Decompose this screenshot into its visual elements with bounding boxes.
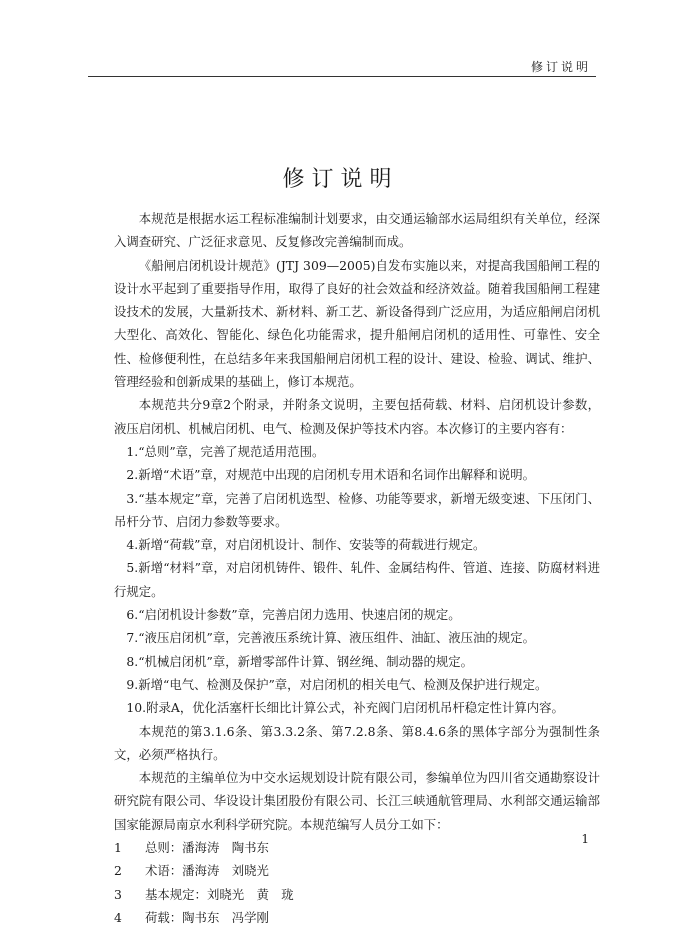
body-text [114,207,600,929]
editors-intro: 本规范的主编单位为中交水运规划设计院有限公司，参编单位为四川省交通勘察设计研究院有限公司、华设设计集团股份有限公司、长江三峡通航管理局、水利部交通运输部国家能源局南京水利科学研究院。本规范编写人员分工如下： [114,770,600,832]
running-header: 修订说明 [530,60,591,74]
revision-item: 4.新增“荷载”章，对启闭机设计、制作、安装等的荷载进行规定。 [126,537,486,553]
staff-item-number: 4 [114,909,122,925]
staff-item-text: 荷载：陶书东 冯学刚 [145,909,269,925]
revision-item: 3.“基本规定”章，完善了启闭机选型、检修、功能等要求，新增无级变速、下压闭门、吊杆分节、启闭力参数等要求。 [114,490,600,529]
staff-item [114,883,600,906]
staff-list [114,836,600,929]
header-rule [88,76,596,77]
staff-item-text: 术语：潘海涛 刘晓光 [145,863,269,879]
revision-item: 2.新增“术语”章，对规范中出现的启闭机专用术语和名词作出解释和说明。 [126,467,535,483]
revision-item: 10.附录A，优化活塞杆长细比计算公式，补充阀门启闭机吊杆稳定性计算内容。 [126,700,564,716]
staff-item [114,836,600,859]
mandatory-clauses-note: 本规范的第3.1.6条、第3.3.2条、第7.2.8条、第8.4.6条的黑体字部分为强制性条文，必须严格执行。 [114,723,600,762]
revision-item: 6.“启闭机设计参数”章，完善启闭力选用、快速启闭的规定。 [126,607,461,623]
paragraph: 本规范是根据水运工程标准编制计划要求，由交通运输部水运局组织有关单位，经深入调查研究、广泛征求意见、反复修改完善编制而成。 [114,211,600,250]
revision-item: 9.新增“电气、检测及保护”章，对启闭机的相关电气、检测及保护进行规定。 [126,676,548,692]
revision-item: 7.“液压启闭机”章，完善液压系统计算、液压组件、油缸、液压油的规定。 [126,630,535,646]
staff-item-text: 总则：潘海涛 陶书东 [145,840,269,856]
staff-item-text: 基本规定：刘晓光 黄 珑 [145,886,294,902]
staff-item [114,859,600,882]
paragraph: 本规范共分9章2个附录，并附条文说明，主要包括荷载、材料、启闭机设计参数，液压启闭机、机械启闭机、电气、检测及保护等技术内容。本次修订的主要内容有： [114,397,600,436]
staff-item [114,906,600,929]
revision-item: 1.“总则”章，完善了规范适用范围。 [126,443,325,459]
page-title: 修订说明 [282,167,399,192]
revision-item: 5.新增“材料”章，对启闭机铸件、锻件、轧件、金属结构件、管道、连接、防腐材料进行规定。 [114,560,600,599]
staff-item-number: 3 [114,886,122,902]
staff-item-number: 2 [114,863,122,879]
page-number: 1 [581,832,589,846]
staff-item-number: 1 [114,840,122,856]
revision-item: 8.“机械启闭机”章，新增零部件计算、钢丝绳、制动器的规定。 [126,653,474,669]
paragraph: 《船闸启闭机设计规范》(JTJ 309—2005)自发布实施以来，对提高我国船闸工程的设计水平起到了重要指导作用，取得了良好的社会效益和经济效益。随着我国船闸工程建设技术的发展，大量新技术、新材料、新工艺、新设备得到广泛应用，为适应船闸启闭机大型化、高效化、智能化、绿色化功能需求，提升船闸启闭机的适用性、可靠性、安全性、检修便利性，在总结多年来我国船闸启闭机工程的设计、建设、检验、调试、维护、管理经验和创新成果的基础上，修订本规范。 [114,257,600,390]
